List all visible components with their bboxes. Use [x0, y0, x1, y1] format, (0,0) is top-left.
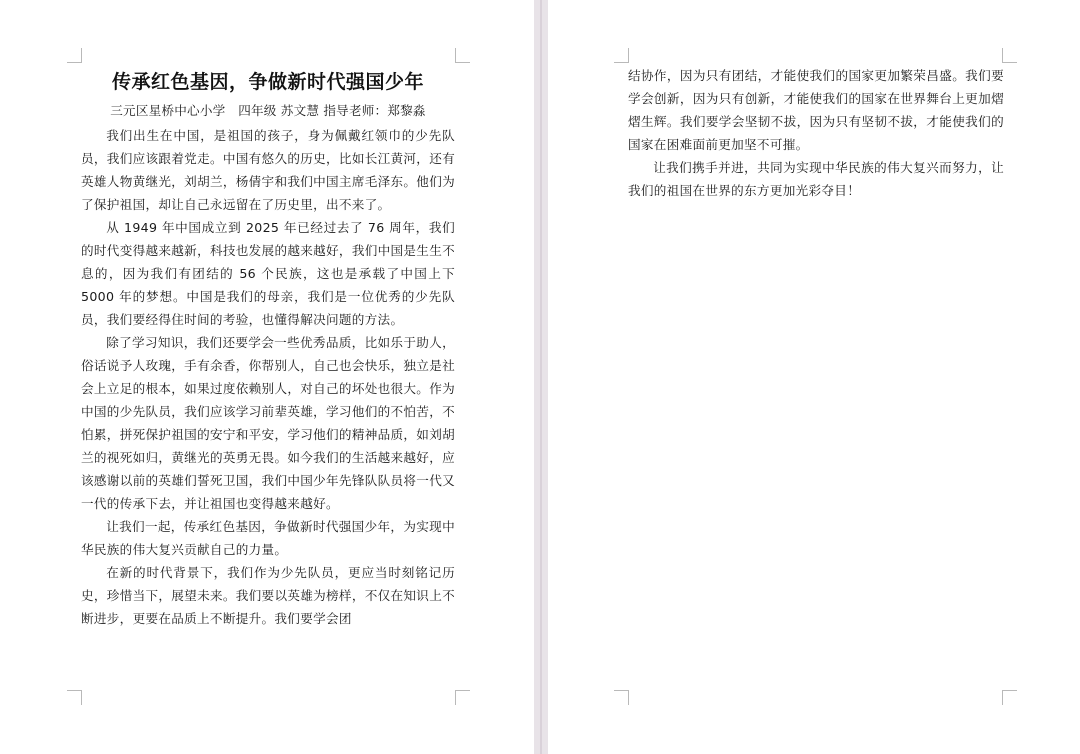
- document-page-right: [548, 0, 1080, 754]
- body-paragraph: 在新的时代背景下，我们作为少先队员，更应当时刻铭记历史，珍惜当下，展望未来。我们要以英雄为榜样，不仅在知识上不断进步，更要在品质上不断提升。我们要学会团: [81, 565, 455, 626]
- margin-corner-mark: [614, 48, 629, 63]
- body-paragraph: 让我们携手并进，共同为实现中华民族的伟大复兴而努力，让我们的祖国在世界的东方更加光彩夺目！: [628, 160, 1004, 198]
- margin-corner-mark: [1002, 690, 1017, 705]
- page-gutter: [534, 0, 548, 754]
- margin-corner-mark: [1002, 48, 1017, 63]
- document-title: 传承红色基因，争做新时代强国少年: [111, 71, 424, 93]
- margin-corner-mark: [614, 690, 629, 705]
- margin-corner-mark: [455, 48, 470, 63]
- body-paragraph: 让我们一起，传承红色基因，争做新时代强国少年，为实现中华民族的伟大复兴贡献自己的力量。: [81, 519, 455, 557]
- body-paragraph: 除了学习知识，我们还要学会一些优秀品质，比如乐于助人，俗话说予人玫瑰，手有余香，你帮别人，自己也会快乐，独立是社会上立足的根本，如果过度依赖别人，对自己的坏处也很大。作为中国的少先队员，我们应该学习前辈英雄，学习他们的不怕苦，不怕累，拼死保护祖国的安宁和平安，学习他们的精神品质，如刘胡兰的视死如归，黄继光的英勇无畏。如今我们的生活越来越好，应该感谢以前的英雄们誓死卫国，我们中国少年先锋队队员将一代又一代的传承下去，并让祖国也变得越来越好。: [81, 335, 455, 511]
- document-page-left: [0, 0, 534, 754]
- margin-corner-mark: [67, 690, 82, 705]
- margin-corner-mark: [67, 48, 82, 63]
- page-body[interactable]: [628, 64, 1004, 202]
- body-paragraph: 从 1949 年中国成立到 2025 年已经过去了 76 周年，我们的时代变得越来越新，科技也发展的越来越好，我们中国是生生不息的，因为我们有团结的 56 个民族，这也是承载了中国上下 5000 年的梦想。中国是我们的母亲，我们是一位优秀的少先队员，我们要经得住时间的考验，也懂得解决问题的方法。: [81, 220, 455, 327]
- page-body[interactable]: [81, 67, 455, 630]
- document-byline: 三元区星桥中心小学 四年级 苏文慧 指导老师：郑黎淼: [110, 103, 426, 118]
- body-paragraph-continued: 结协作，因为只有团结，才能使我们的国家更加繁荣昌盛。我们要学会创新，因为只有创新，才能使我们的国家在世界舞台上更加熠熠生辉。我们要学会坚韧不拔，因为只有坚韧不拔，才能使我们的国家在困难面前更加坚不可摧。: [628, 68, 1004, 152]
- body-paragraph: 我们出生在中国，是祖国的孩子，身为佩戴红领巾的少先队员，我们应该跟着党走。中国有悠久的历史，比如长江黄河，还有英雄人物黄继光，刘胡兰，杨倩宇和我们中国主席毛泽东。他们为了保护祖国，却让自己永远留在了历史里，出不来了。: [81, 128, 455, 212]
- page-divider: [540, 0, 542, 754]
- margin-corner-mark: [455, 690, 470, 705]
